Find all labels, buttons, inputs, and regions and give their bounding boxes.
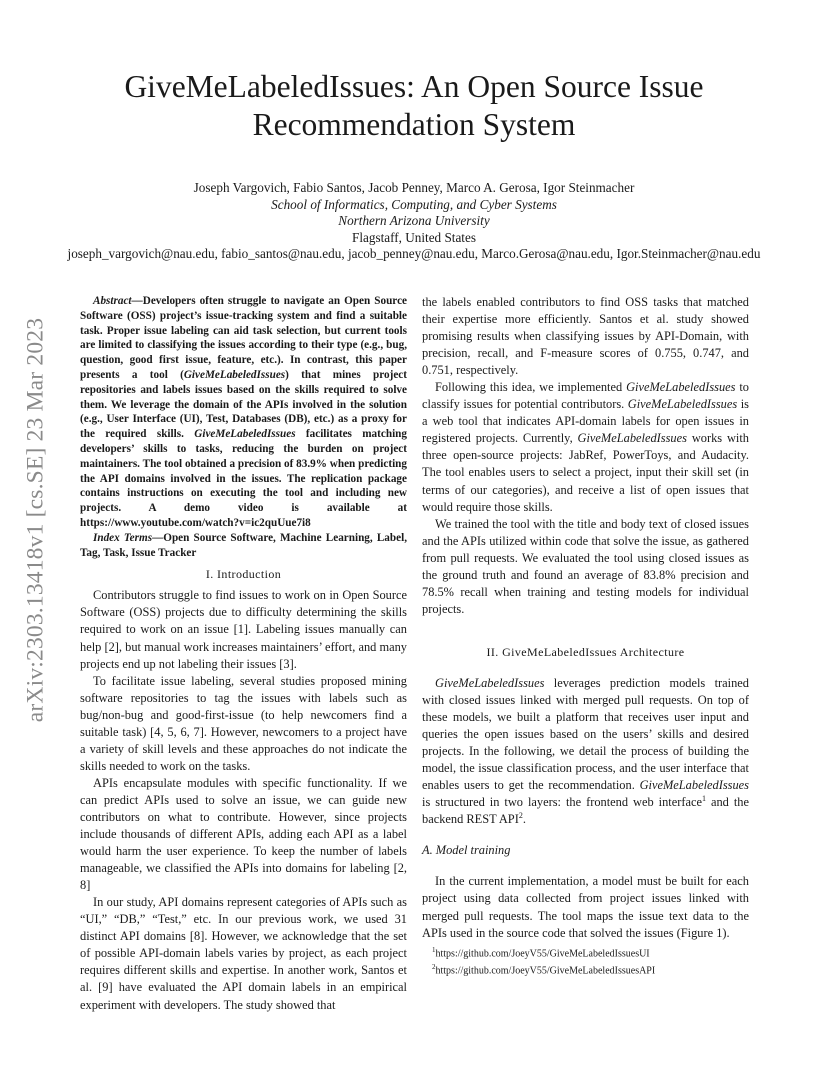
footnote-url[interactable]: https://github.com/JoeyV55/GiveMeLabeledIssuesAPI — [435, 965, 656, 977]
title-line-1: GiveMeLabeledIssues: An Open Source Issue — [124, 69, 704, 104]
index-terms-text: —Open Source Software, Machine Learning, Label, Tag, Task, Issue Tracker — [80, 531, 407, 559]
left-column — [80, 294, 407, 1014]
index-terms-lead: Index Terms — [93, 531, 153, 544]
section-heading-architecture: II. GiveMeLabeledIssues Architecture — [486, 644, 685, 659]
body-text: works with three open-source projects: JabRef, PowerToys, and Audacity. The tool enables users to select a project, input their skill set (in terms of our categories), and receive a list of open issues that would require those skills. — [422, 431, 749, 514]
footnote — [422, 961, 749, 978]
arxiv-identifier: arXiv:2303.13418v1 [cs.SE] 23 Mar 2023 — [22, 317, 49, 723]
abstract — [80, 294, 407, 531]
footnote-url[interactable]: https://github.com/JoeyV55/GiveMeLabeledIssuesUI — [435, 948, 650, 960]
intro-paragraph: To facilitate issue labeling, several studies proposed mining software repositories to tag the issues with labels such as bug/non-bug and good-first-issue (to help newcomers find a suitable task) [4, 5, 6, 7]. However, newcomers to a project have a variety of skill levels and these approaches do not indicate the skills needed to work on the tasks. — [80, 673, 407, 773]
body-text: and the backend REST API — [422, 795, 749, 827]
paper-title — [60, 68, 768, 144]
affiliation-school: School of Informatics, Computing, and Cyber Systems — [271, 196, 557, 212]
body-paragraph: the labels enabled contributors to find OSS tasks that matched their expertise more efficiently. Santos et al. study showed promising results when classifying issues by API-Domain, with precision, recall, and F-measure scores of 0.755, 0.747, and 0.751, respectively. — [422, 295, 749, 378]
body-text: is a web tool that indicates API-domain labels for open issues in registered projects. Currently, — [422, 397, 749, 446]
body-text: is structured in two layers: the frontend web interface — [422, 795, 702, 810]
body-paragraph — [422, 675, 749, 828]
footnote-marker[interactable]: 1 — [702, 794, 706, 804]
author-names: Joseph Vargovich, Fabio Santos, Jacob Penney, Marco A. Gerosa, Igor Steinmacher — [193, 180, 635, 195]
title-line-2: Recommendation System — [252, 107, 576, 142]
footnote-mark: 2 — [432, 962, 436, 971]
tool-name: GiveMeLabeledIssues — [639, 778, 749, 793]
abstract-tool-name: GiveMeLabeledIssues — [183, 368, 286, 381]
intro-paragraph: APIs encapsulate modules with specific functionality. If we can predict APIs used to solve an issue, we can guide new contributors on what to contribute. However, since projects include thousands of different APIs, adding each API as a label would harm the user experience. To keep the number of labels manageable, we classified the APIs into domains for labeling [2, 8] — [80, 775, 407, 893]
body-paragraph: In the current implementation, a model must be built for each project using data collected from project issues linked with merged pull requests. The tool maps the issue text data to the APIs used in the source code that solved the issues (Figure 1). — [422, 874, 749, 940]
index-terms — [80, 531, 407, 561]
abstract-tool-name: GiveMeLabeledIssues — [194, 428, 296, 441]
body-paragraph — [422, 379, 749, 515]
affiliation-location: Flagstaff, United States — [352, 229, 476, 245]
section-heading-introduction: I. Introduction — [205, 567, 282, 582]
body-text: to classify issues for potential contributors. — [422, 380, 749, 412]
intro-paragraph: Contributors struggle to find issues to work on in Open Source Software (OSS) projects due to difficulty determining the skills required to work on an issue [1]. Labeling issues manually can help [2], but manual work increases maintainers’ effort, and many projects end up not labeling their issues [3]. — [80, 588, 407, 671]
body-text: . — [522, 812, 526, 827]
author-emails: joseph_vargovich@nau.edu, fabio_santos@nau.edu, jacob_penney@nau.edu, Marco.Gerosa@nau.edu, Igor.Steinmacher@nau.edu — [67, 246, 761, 262]
body-text: leverages prediction models trained with closed issues linked with merged pull requests. On top of these models, we built a platform that receives user input and queries the open issues based on the users’ skills and desired projects. In the following, we detail the process of building the model, the issue classification process, and the user interface that enables users to get the recommendation. — [422, 675, 749, 793]
abstract-text-3: facilitates matching developers’ skills to tasks, reducing the burden on project maintainers. The tool obtained a precision of 83.9% when predicting the API domains involved in the issues. The replication package contains instructions on executing the tool and including new projects. A demo video is available at https://www.youtube.com/watch?v=ic2quUue7i8 — [80, 428, 407, 529]
intro-paragraph: In our study, API domains represent categories of APIs such as “UI,” “DB,” “Test,” etc. In our previous work, we used 31 distinct API domains [8]. However, we acknowledge that the set of possible API-domain labels varies by project, as each project requires different skills and expertise. In another work, Santos et al. [9] have evaluated the API domain labels in an empirical experiment with developers. The study showed that — [80, 895, 407, 1012]
footnotes — [422, 944, 749, 978]
affiliation-university: Northern Arizona University — [338, 213, 490, 229]
subsection-heading-model-training: A. Model training — [422, 843, 511, 858]
footnote-mark: 1 — [432, 946, 436, 954]
abstract-text-1: —Developers often struggle to navigate an Open Source Software (OSS) project’s issue-tracking system and find a suitable task. Proper issue labeling can aid task selection, but current tools are limited to classifying the issues according to their type (e.g., bug, question, good first issue, feature, etc.). In contrast, this paper presents a tool ( — [80, 295, 407, 381]
footnote-marker[interactable]: 2 — [518, 811, 523, 821]
author-block — [40, 180, 788, 263]
abstract-lead: Abstract — [93, 295, 132, 307]
tool-name: GiveMeLabeledIssues — [626, 380, 736, 395]
right-column — [422, 294, 749, 942]
tool-name: GiveMeLabeledIssues — [577, 431, 687, 446]
tool-name: GiveMeLabeledIssues — [627, 397, 738, 412]
arxiv-stamp — [21, 285, 51, 755]
footnote — [422, 944, 749, 961]
tool-name: GiveMeLabeledIssues — [435, 675, 545, 690]
body-paragraph: We trained the tool with the title and body text of closed issues and the APIs utilized within code that solve the issue, as gathered from pull requests. We evaluated the tool using closed issues as the ground truth and found an average of 83.8% precision and 78.5% recall when training and testing models for individual projects. — [422, 516, 749, 616]
body-text: Following this idea, we implemented — [435, 380, 627, 395]
abstract-text-2: ) that mines project repositories and labels issues based on the skills required to solve them. We leverage the domain of the APIs involved in the solution (e.g., User Interface (UI), Test, Databases (DB), etc.) as a proxy for the required skills. — [80, 368, 407, 441]
